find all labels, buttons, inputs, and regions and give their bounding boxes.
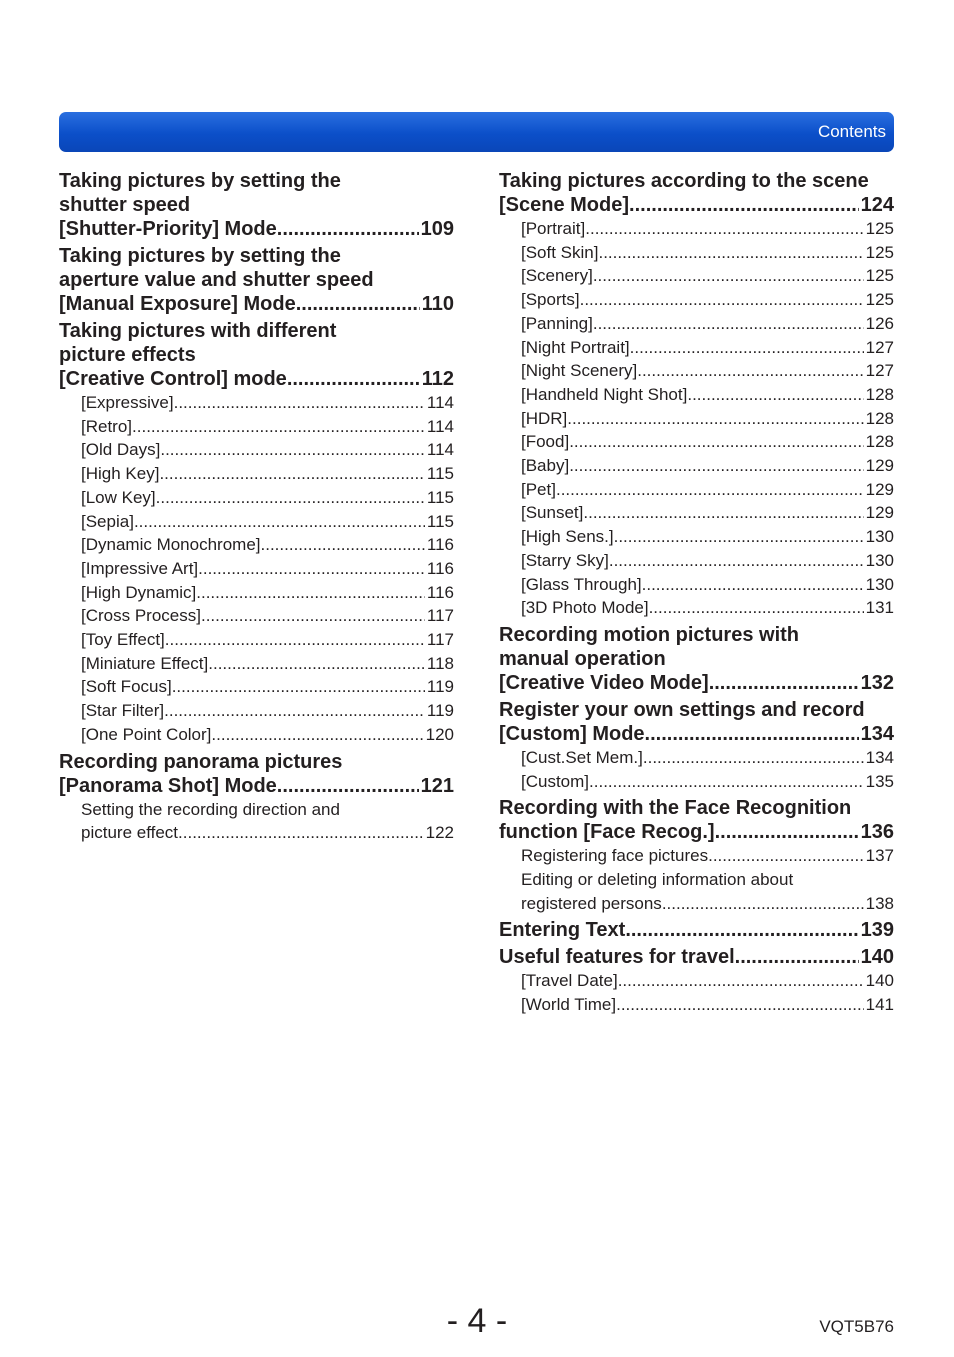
subentry-row [521, 454, 894, 478]
section-page-number: 121 [420, 774, 454, 797]
section-title-line: Recording motion pictures with [499, 623, 800, 646]
subentry-text: [Starry Sky] [521, 550, 609, 570]
section-title-text: Useful features for travel [499, 946, 735, 969]
dot-leader [196, 581, 425, 605]
dot-leader [277, 774, 419, 798]
dot-leader [156, 486, 425, 510]
subentry-row [521, 217, 894, 241]
subentry-text: [Panning] [521, 313, 593, 333]
subentry-text: [Soft Skin] [521, 242, 599, 262]
dot-leader [614, 525, 864, 549]
subentry-row [521, 525, 894, 549]
subentry-text: picture effect [81, 823, 179, 843]
subentry-row [81, 510, 454, 534]
subentry-item[interactable] [521, 454, 894, 478]
subentry-text: [Sunset] [521, 503, 584, 523]
dot-leader [198, 557, 425, 581]
dot-leader [580, 288, 864, 312]
subentry-item[interactable] [521, 868, 894, 915]
dot-leader [277, 217, 419, 241]
section-heading-link[interactable] [499, 945, 894, 969]
dot-leader [630, 336, 864, 360]
section-title [499, 945, 894, 969]
subentry-page-number: 138 [865, 893, 894, 913]
section-title-text: [Creative Control] mode [59, 368, 287, 390]
dot-leader [625, 918, 858, 942]
subentry-item[interactable] [521, 501, 894, 525]
dot-leader [598, 241, 863, 265]
section-title-text: [Shutter-Priority] Mode [59, 218, 277, 240]
subentry-page-number: 129 [865, 503, 894, 523]
subentry-list [521, 746, 894, 793]
subentry-item[interactable] [521, 264, 894, 288]
subentry-item[interactable] [81, 533, 454, 557]
toc-section [499, 796, 894, 915]
section-title-text: [Creative Video Mode] [499, 671, 709, 694]
toc-section [59, 169, 454, 241]
subentry-text: [Low Key] [81, 487, 156, 507]
dot-leader [637, 359, 863, 383]
subentry-page-number: 141 [865, 995, 894, 1015]
subentry-page-number: 137 [865, 846, 894, 866]
subentry-page-number: 115 [426, 464, 454, 484]
subentry-item[interactable] [521, 359, 894, 383]
subentry-text: [HDR] [521, 408, 568, 428]
subentry-text: [Sepia] [81, 511, 134, 531]
subentry-page-number: 119 [426, 701, 454, 721]
dot-leader [593, 264, 864, 288]
subentry-row [521, 596, 894, 620]
subentry-page-number: 125 [865, 219, 894, 238]
subentry-text: [Expressive] [81, 393, 174, 412]
model-code: VQT5B76 [819, 1317, 894, 1336]
subentry-row [521, 359, 894, 383]
dot-leader [160, 438, 425, 462]
dot-leader [645, 722, 859, 746]
subentry-page-number: 117 [426, 606, 454, 626]
subentry-item[interactable] [521, 969, 894, 993]
subentry-page-number: 131 [865, 598, 894, 618]
section-title-line: manual operation [499, 647, 666, 670]
subentry-row [521, 573, 894, 597]
subentry-page-number: 120 [425, 724, 454, 744]
section-title-line: Taking pictures by setting the [59, 170, 341, 192]
dot-leader [649, 596, 864, 620]
subentry-page-number: 140 [865, 971, 894, 991]
subentry-row [521, 288, 894, 312]
subentry-row [521, 501, 894, 525]
subentry-page-number: 127 [865, 337, 894, 357]
dot-leader [629, 193, 859, 217]
dot-leader [164, 699, 425, 723]
subentry-page-number: 116 [426, 558, 454, 578]
subentry-item[interactable] [521, 430, 894, 454]
subentry-page-number: 125 [865, 242, 894, 262]
toc-section [499, 623, 894, 695]
dot-leader [174, 391, 425, 415]
subentry-list [81, 798, 454, 845]
subentry-text: [High Dynamic] [81, 582, 197, 602]
toc-section [499, 169, 894, 620]
dot-leader [567, 407, 863, 431]
dot-leader [593, 312, 864, 336]
subentry-row [81, 581, 454, 605]
dot-leader [211, 723, 423, 747]
dot-leader [569, 430, 863, 454]
subentry-item[interactable] [81, 652, 454, 676]
subentry-page-number: 114 [426, 416, 454, 436]
header-bar [59, 112, 894, 152]
section-title-line: aperture value and shutter speed [59, 269, 374, 291]
subentry-page-number: 130 [865, 527, 894, 547]
section-heading-link[interactable] [499, 671, 894, 695]
dot-leader [618, 969, 864, 993]
subentry-text: [Scenery] [521, 266, 593, 286]
dot-leader [715, 820, 859, 844]
toc-section [59, 319, 454, 747]
section-heading-link[interactable] [59, 367, 454, 391]
subentry-page-number: 114 [426, 440, 454, 460]
contents-link[interactable]: Contents [817, 122, 886, 141]
subentry-row [81, 391, 454, 415]
section-title-text: [Custom] Mode [499, 722, 645, 745]
subentry-page-number: 116 [426, 582, 454, 602]
page-number: - 4 - [446, 1302, 508, 1340]
subentry-row [81, 533, 454, 557]
subentry-item[interactable] [521, 288, 894, 312]
subentry-row [521, 770, 894, 794]
subentry-text: [Cust.Set Mem.] [521, 747, 643, 767]
dot-leader [643, 746, 864, 770]
section-title-line: Recording with the Face Recognition [499, 797, 852, 820]
section-title [499, 796, 894, 844]
section-title [499, 698, 894, 746]
section-page-number: 140 [860, 946, 894, 969]
subentry-item[interactable] [81, 723, 454, 747]
subentry-item[interactable] [521, 407, 894, 431]
section-title [59, 750, 454, 798]
subentry-text: [Dynamic Monochrome] [81, 535, 261, 555]
subentry-text: [High Key] [81, 464, 160, 484]
subentry-text: registered persons [521, 893, 662, 913]
dot-leader [708, 844, 864, 868]
section-title-line: Taking pictures with different [59, 320, 337, 342]
subentry-row [521, 969, 894, 993]
dot-leader [662, 892, 864, 916]
dot-leader [165, 628, 425, 652]
subentry-row [81, 723, 454, 747]
subentry-page-number: 116 [426, 535, 454, 555]
subentry-item[interactable] [81, 557, 454, 581]
subentry-page-number: 115 [426, 487, 454, 507]
subentry-page-number: 122 [425, 823, 454, 843]
section-heading-link[interactable] [499, 193, 894, 217]
dot-leader [609, 549, 864, 573]
dot-leader [178, 821, 424, 845]
subentry-item[interactable] [521, 573, 894, 597]
subentry-item[interactable] [81, 462, 454, 486]
dot-leader [159, 462, 424, 486]
toc-section [499, 945, 894, 1016]
toc-column-right [499, 169, 894, 1020]
section-title-line: Taking pictures according to the scene [499, 170, 869, 192]
subentry-page-number: 126 [865, 313, 894, 333]
subentry-item[interactable] [521, 596, 894, 620]
subentry-item[interactable] [521, 549, 894, 573]
section-heading-link[interactable] [499, 918, 894, 942]
section-page-number: 136 [860, 821, 894, 844]
subentry-text: [High Sens.] [521, 527, 614, 547]
subentry-text: [Portrait] [521, 219, 586, 238]
dot-leader [287, 367, 420, 391]
subentry-row [81, 486, 454, 510]
subentry-page-number: 128 [865, 408, 894, 428]
dot-leader [201, 604, 425, 628]
subentry-row [521, 264, 894, 288]
subentry-item[interactable] [81, 391, 454, 415]
section-heading-link[interactable] [59, 217, 454, 241]
subentry-row [81, 821, 454, 845]
subentry-text: [Toy Effect] [81, 630, 165, 650]
subentry-text: [Sports] [521, 290, 580, 310]
dot-leader [134, 510, 425, 534]
subentry-row [81, 462, 454, 486]
toc-section [499, 918, 894, 942]
subentry-row [81, 604, 454, 628]
subentry-page-number: 135 [865, 771, 894, 791]
toc-section [59, 750, 454, 845]
section-heading-link[interactable] [59, 774, 454, 798]
toc-column-left [59, 169, 454, 848]
subentry-item[interactable] [521, 383, 894, 407]
subentry-text: [Soft Focus] [81, 677, 172, 697]
subentry-text: [Food] [521, 432, 570, 452]
subentry-row [521, 844, 894, 868]
subentry-row [521, 336, 894, 360]
subentry-item[interactable] [521, 336, 894, 360]
subentry-text: [Cross Process] [81, 606, 201, 626]
subentry-row [521, 549, 894, 573]
subentry-text: [Pet] [521, 479, 556, 499]
section-title-text: [Panorama Shot] Mode [59, 774, 277, 797]
section-title-text: [Scene Mode] [499, 194, 630, 216]
toc-section [499, 698, 894, 793]
dot-leader [296, 292, 420, 316]
subentry-text: [Retro] [81, 416, 133, 436]
subentry-page-number: 118 [426, 653, 454, 673]
subentry-row [81, 557, 454, 581]
subentry-item[interactable] [81, 415, 454, 439]
subentry-text: [Baby] [521, 456, 570, 476]
subentry-row [521, 383, 894, 407]
subentry-row [81, 675, 454, 699]
subentry-text: [Night Portrait] [521, 337, 630, 357]
subentry-page-number: 128 [865, 432, 894, 452]
subentry-item[interactable] [81, 510, 454, 534]
subentry-row [521, 407, 894, 431]
subentry-text: [Impressive Art] [81, 558, 199, 578]
section-title-text: Entering Text [499, 919, 626, 942]
section-page-number: 139 [860, 919, 894, 942]
dot-leader [556, 478, 864, 502]
subentry-row [81, 415, 454, 439]
subentry-text: Registering face pictures [521, 846, 709, 866]
subentry-text: [Star Filter] [81, 701, 165, 721]
toc-section [59, 244, 454, 316]
subentry-page-number: 130 [865, 574, 894, 594]
subentry-text: [World Time] [521, 995, 617, 1015]
subentry-first-line: Setting the recording direction and [81, 799, 340, 819]
subentry-row [81, 438, 454, 462]
subentry-page-number: 129 [865, 456, 894, 476]
subentry-item[interactable] [81, 628, 454, 652]
section-heading-link[interactable] [499, 820, 894, 844]
subentry-text: [Handheld Night Shot] [521, 384, 688, 404]
subentry-row [81, 699, 454, 723]
section-title-text: [Manual Exposure] Mode [59, 293, 296, 315]
subentry-row [521, 993, 894, 1017]
section-title [59, 319, 454, 391]
subentry-page-number: 125 [865, 266, 894, 286]
section-title [59, 244, 454, 316]
subentry-item[interactable] [81, 604, 454, 628]
dot-leader [709, 671, 859, 695]
subentry-item[interactable] [81, 486, 454, 510]
subentry-page-number: 129 [865, 479, 894, 499]
subentry-text: [Miniature Effect] [81, 653, 209, 673]
section-page-number: 109 [420, 218, 454, 240]
subentry-item[interactable] [81, 438, 454, 462]
subentry-text: [Glass Through] [521, 574, 642, 594]
dot-leader [687, 383, 863, 407]
section-heading-link[interactable] [499, 722, 894, 746]
subentry-list [521, 969, 894, 1016]
subentry-page-number: 128 [865, 384, 894, 404]
subentry-text: [Night Scenery] [521, 361, 638, 381]
subentry-item[interactable] [521, 478, 894, 502]
section-page-number: 134 [860, 722, 894, 745]
dot-leader [172, 675, 425, 699]
subentry-text: [3D Photo Mode] [521, 598, 649, 618]
subentry-item[interactable] [521, 217, 894, 241]
subentry-page-number: 130 [865, 550, 894, 570]
subentry-row [521, 478, 894, 502]
subentry-row [81, 628, 454, 652]
subentry-page-number: 127 [865, 361, 894, 381]
section-title-text: function [Face Recog.] [499, 821, 715, 844]
dot-leader [132, 415, 425, 439]
subentry-item[interactable] [521, 525, 894, 549]
section-page-number: 110 [421, 293, 454, 315]
subentry-list [521, 217, 894, 620]
section-title [499, 918, 894, 942]
subentry-item[interactable] [521, 312, 894, 336]
subentry-list [81, 391, 454, 747]
subentry-item[interactable] [521, 993, 894, 1017]
subentry-page-number: 117 [426, 630, 454, 650]
section-title [499, 623, 894, 695]
subentry-row [521, 312, 894, 336]
dot-leader [735, 945, 859, 969]
dot-leader [261, 533, 425, 557]
subentry-text: [Travel Date] [521, 971, 618, 991]
dot-leader [583, 501, 863, 525]
subentry-page-number: 115 [426, 511, 454, 531]
subentry-text: [One Point Color] [81, 724, 212, 744]
dot-leader [208, 652, 425, 676]
subentry-text: [Old Days] [81, 440, 161, 460]
section-title-line: picture effects [59, 344, 196, 366]
section-title-line: Taking pictures by setting the [59, 245, 341, 267]
section-page-number: 132 [860, 671, 894, 694]
subentry-first-line: Editing or deleting information about [521, 870, 794, 890]
subentry-item[interactable] [521, 746, 894, 770]
subentry-page-number: 125 [865, 290, 894, 310]
subentry-row [521, 892, 894, 916]
subentry-item[interactable] [521, 241, 894, 265]
subentry-page-number: 134 [865, 747, 894, 767]
section-title [499, 169, 894, 217]
dot-leader [589, 770, 864, 794]
subentry-item[interactable] [81, 675, 454, 699]
subentry-item[interactable] [521, 844, 894, 868]
section-title-line: Register your own settings and record [499, 698, 865, 721]
subentry-row [521, 746, 894, 770]
subentry-row [81, 652, 454, 676]
subentry-list [521, 844, 894, 915]
section-heading-link[interactable] [59, 292, 454, 316]
section-page-number: 124 [860, 194, 894, 216]
dot-leader [616, 993, 864, 1017]
dot-leader [585, 217, 863, 241]
section-page-number: 112 [421, 368, 454, 390]
subentry-page-number: 114 [426, 393, 454, 412]
section-title-line: shutter speed [59, 194, 191, 216]
section-title-line: Recording panorama pictures [59, 750, 343, 773]
subentry-item[interactable] [521, 770, 894, 794]
section-title [59, 169, 454, 241]
subentry-item[interactable] [81, 581, 454, 605]
subentry-page-number: 119 [426, 677, 454, 697]
subentry-item[interactable] [81, 699, 454, 723]
dot-leader [569, 454, 863, 478]
dot-leader [642, 573, 864, 597]
subentry-row [521, 430, 894, 454]
subentry-text: [Custom] [521, 771, 590, 791]
subentry-row [521, 241, 894, 265]
subentry-item[interactable] [81, 798, 454, 845]
